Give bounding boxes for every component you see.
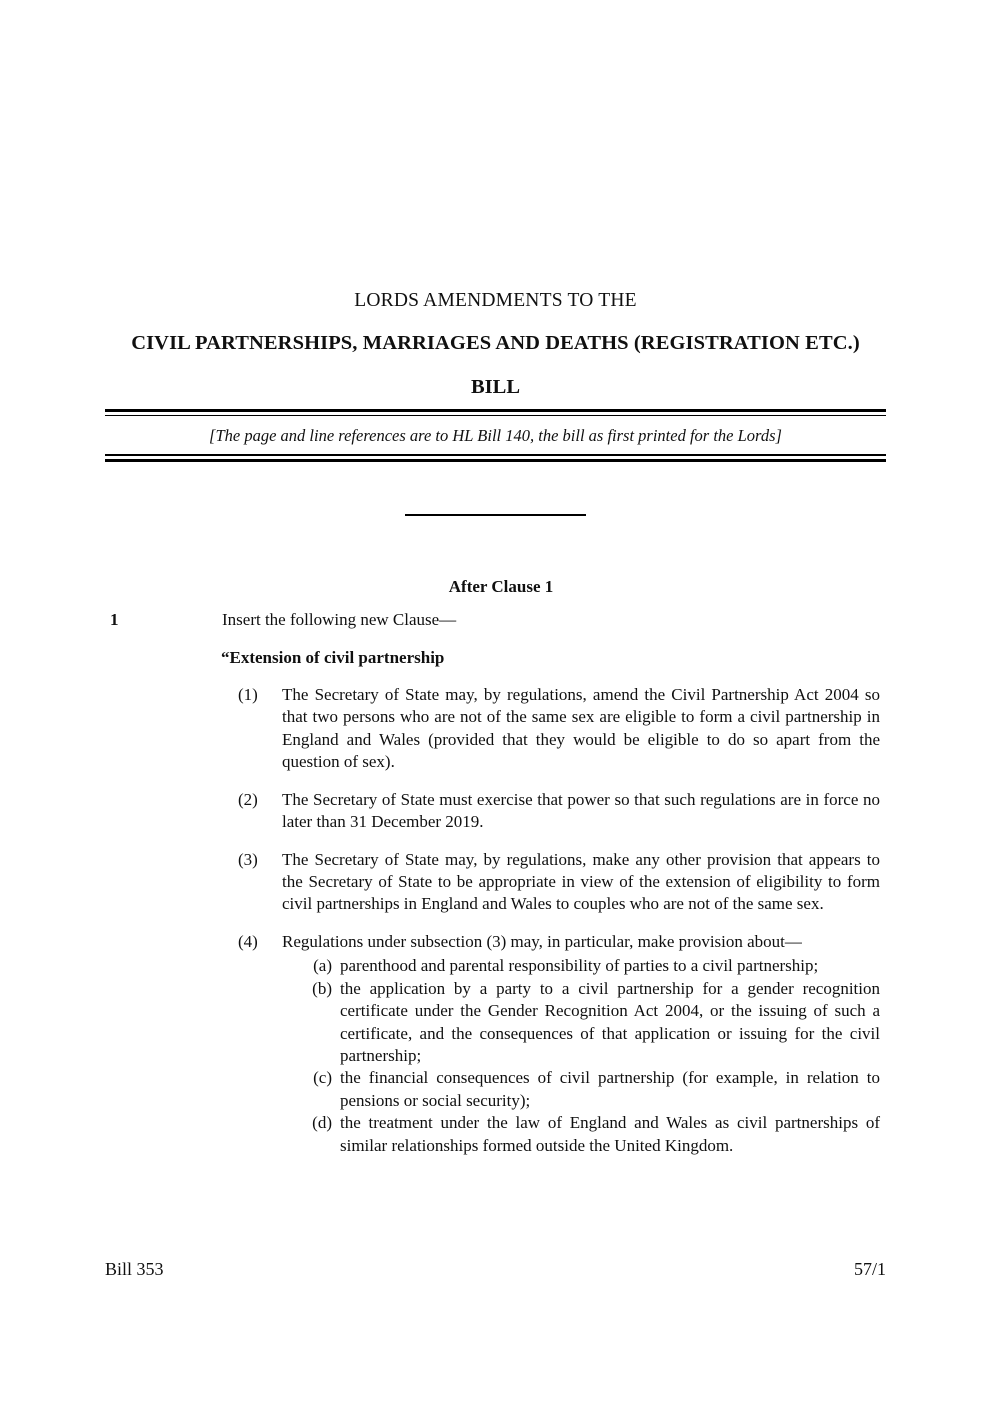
page-footer xyxy=(105,1258,886,1281)
amendment-instruction: Insert the following new Clause— xyxy=(222,610,457,629)
paragraph-item xyxy=(282,1112,880,1157)
title-line-primary: LORDS AMENDMENTS TO THE xyxy=(354,290,637,311)
subsection-item xyxy=(222,684,880,774)
note-rule-bottom-thick xyxy=(105,459,886,462)
paragraph-text: the treatment under the law of England and Wales as civil partnerships of similar relationships formed outside the United Kingdom. xyxy=(340,1113,880,1155)
subsection-item xyxy=(222,849,880,916)
title-line-bill-name: CIVIL PARTNERSHIPS, MARRIAGES AND DEATHS (REGISTRATION ETC.) xyxy=(131,332,860,355)
subsection-marker: (3) xyxy=(238,849,258,869)
subsection-text: The Secretary of State may, by regulations, make any other provision that appears to the Secretary of State to be appropriate in view of the extension of eligibility to form civil partnerships in England and Wales to couples who are not of the same sex. xyxy=(282,849,880,914)
subsection-list xyxy=(222,684,880,1157)
amendment-body xyxy=(222,609,880,1157)
paragraph-list xyxy=(282,955,880,1157)
footer-bill-number: Bill 353 xyxy=(105,1259,164,1279)
section-heading: After Clause 1 xyxy=(448,577,554,596)
paragraph-marker: (d) xyxy=(312,1113,332,1133)
subsection-text: The Secretary of State must exercise that power so that such regulations are in force no later than 31 December 2019. xyxy=(282,789,880,832)
subsection-marker: (2) xyxy=(238,789,258,809)
paragraph-item xyxy=(282,955,880,977)
amendment-block xyxy=(0,609,991,1157)
amendment-number: 1 xyxy=(110,610,119,629)
subsection-item xyxy=(222,931,880,1157)
section-divider-rule xyxy=(405,514,586,516)
subsection-text: The Secretary of State may, by regulations, amend the Civil Partnership Act 2004 so that two persons who are not of the same sex are eligible to form a civil partnership in England and Wales (provided that they would be eligible to do so apart from the question of sex). xyxy=(282,684,880,772)
subsection-item xyxy=(222,789,880,834)
reference-note-text: [The page and line references are to HL Bill 140, the bill as first printed for the Lords] xyxy=(209,425,782,445)
footer-page-number: 57/1 xyxy=(853,1259,886,1279)
subsection-marker: (4) xyxy=(238,931,258,951)
paragraph-marker: (b) xyxy=(312,978,332,998)
paragraph-text: the application by a party to a civil partnership for a gender recognition certificate under the Gender Recognition Act 2004, or the issuing of such a certificate, and the consequences of that application or issuing for the civil partnership; xyxy=(340,978,880,1065)
subsection-marker: (1) xyxy=(238,684,258,704)
title-line-bill-word: BILL xyxy=(471,375,520,398)
subsection-text: Regulations under subsection (3) may, in particular, make provision about— xyxy=(282,931,802,951)
paragraph-text: parenthood and parental responsibility of parties to a civil partnership; xyxy=(340,956,819,976)
paragraph-marker: (a) xyxy=(313,956,332,976)
paragraph-text: the financial consequences of civil partnership (for example, in relation to pensions or social security); xyxy=(340,1068,880,1110)
document-title-block xyxy=(105,288,886,402)
reference-note-block xyxy=(105,409,886,462)
paragraph-item xyxy=(282,1067,880,1112)
new-clause-title: “Extension of civil partnership xyxy=(221,647,445,667)
paragraph-item xyxy=(282,978,880,1068)
paragraph-marker: (c) xyxy=(313,1068,332,1088)
